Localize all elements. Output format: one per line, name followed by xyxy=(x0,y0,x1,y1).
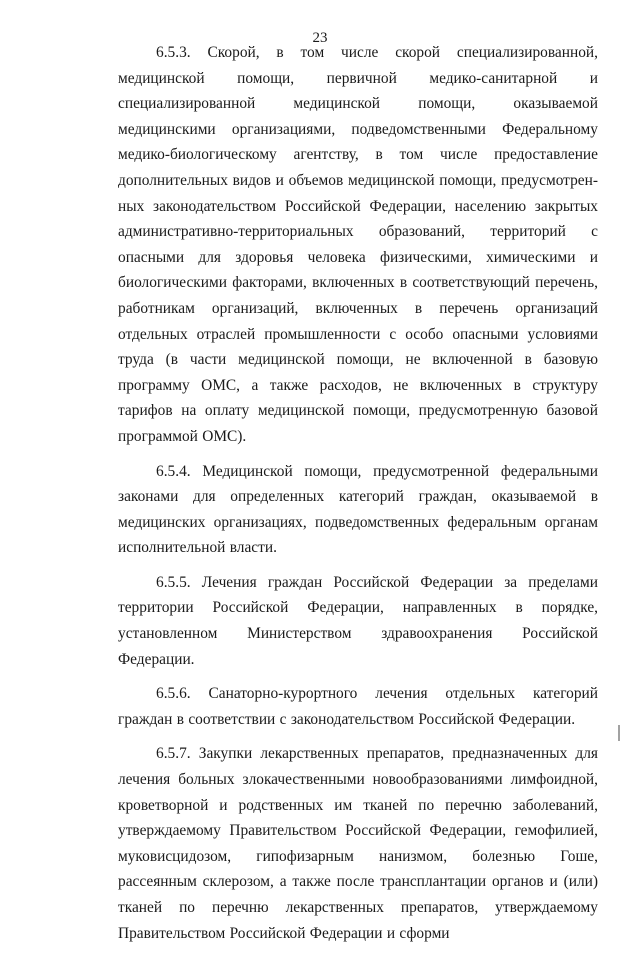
paragraph-6-5-5: 6.5.5. Лечения граждан Российской Федерации за пределами территории Российской Федерации, направленных в порядке, установленном Министерством здравоохранения Российской Федерации. xyxy=(118,573,598,668)
scan-edge-mark xyxy=(618,725,620,741)
paragraph-6-5-3: 6.5.3. Скорой, в том числе скорой специализированной, медицинской помощи, первичной медико-санитарной и специализированной медицинской помощи, оказываемой медицинскими организациями, подведомственными Федеральному медико-биологическому агентству, в том числе предоставление дополнительных видов и объемов медицинской помощи, предусмотренных законодательством Российской Федерации, населению закрытых административно-территориальных образований, территорий с опасными для здоровья человека физическими, химическими и биологическими факторами, включенных в соответствующий перечень, работникам организаций, включенных в перечень организаций отдельных отраслей промышленности с особо опасными условиями труда (в части медицинской помощи, не включенной в базовую программу ОМС, а также расходов, не включенных в структуру тарифов на оплату медицинской помощи, предусмотренную базовой программой ОМС). xyxy=(118,44,598,445)
paragraph-6-5-4: 6.5.4. Медицинской помощи, предусмотренной федеральными законами для определенных категорий граждан, оказываемой в медицинских организациях, подведомственных федеральным органам исполнительной власти. xyxy=(118,462,598,557)
document-body xyxy=(118,40,598,955)
paragraph-6-5-6: 6.5.6. Санаторно-курортного лечения отдельных категорий граждан в соответствии с законодательством Российской Федерации. xyxy=(118,685,598,728)
page-number: 23 xyxy=(312,30,328,46)
paragraph-6-5-7: 6.5.7. Закупки лекарственных препаратов, предназначенных для лечения больных злокачественными новообразованиями лимфоидной, кроветворной и родственных им тканей по перечню заболеваний, утверждаемому Правительством Российской Федерации, гемофилией, муковисцидозом, гипофизарным нанизмом, болезнью Гоше, рассеянным склерозом, а также после трансплантации органов и (или) тканей по перечню лекарственных препаратов, утверждаемому Правительством Российской Федерации и сформи xyxy=(118,745,598,942)
